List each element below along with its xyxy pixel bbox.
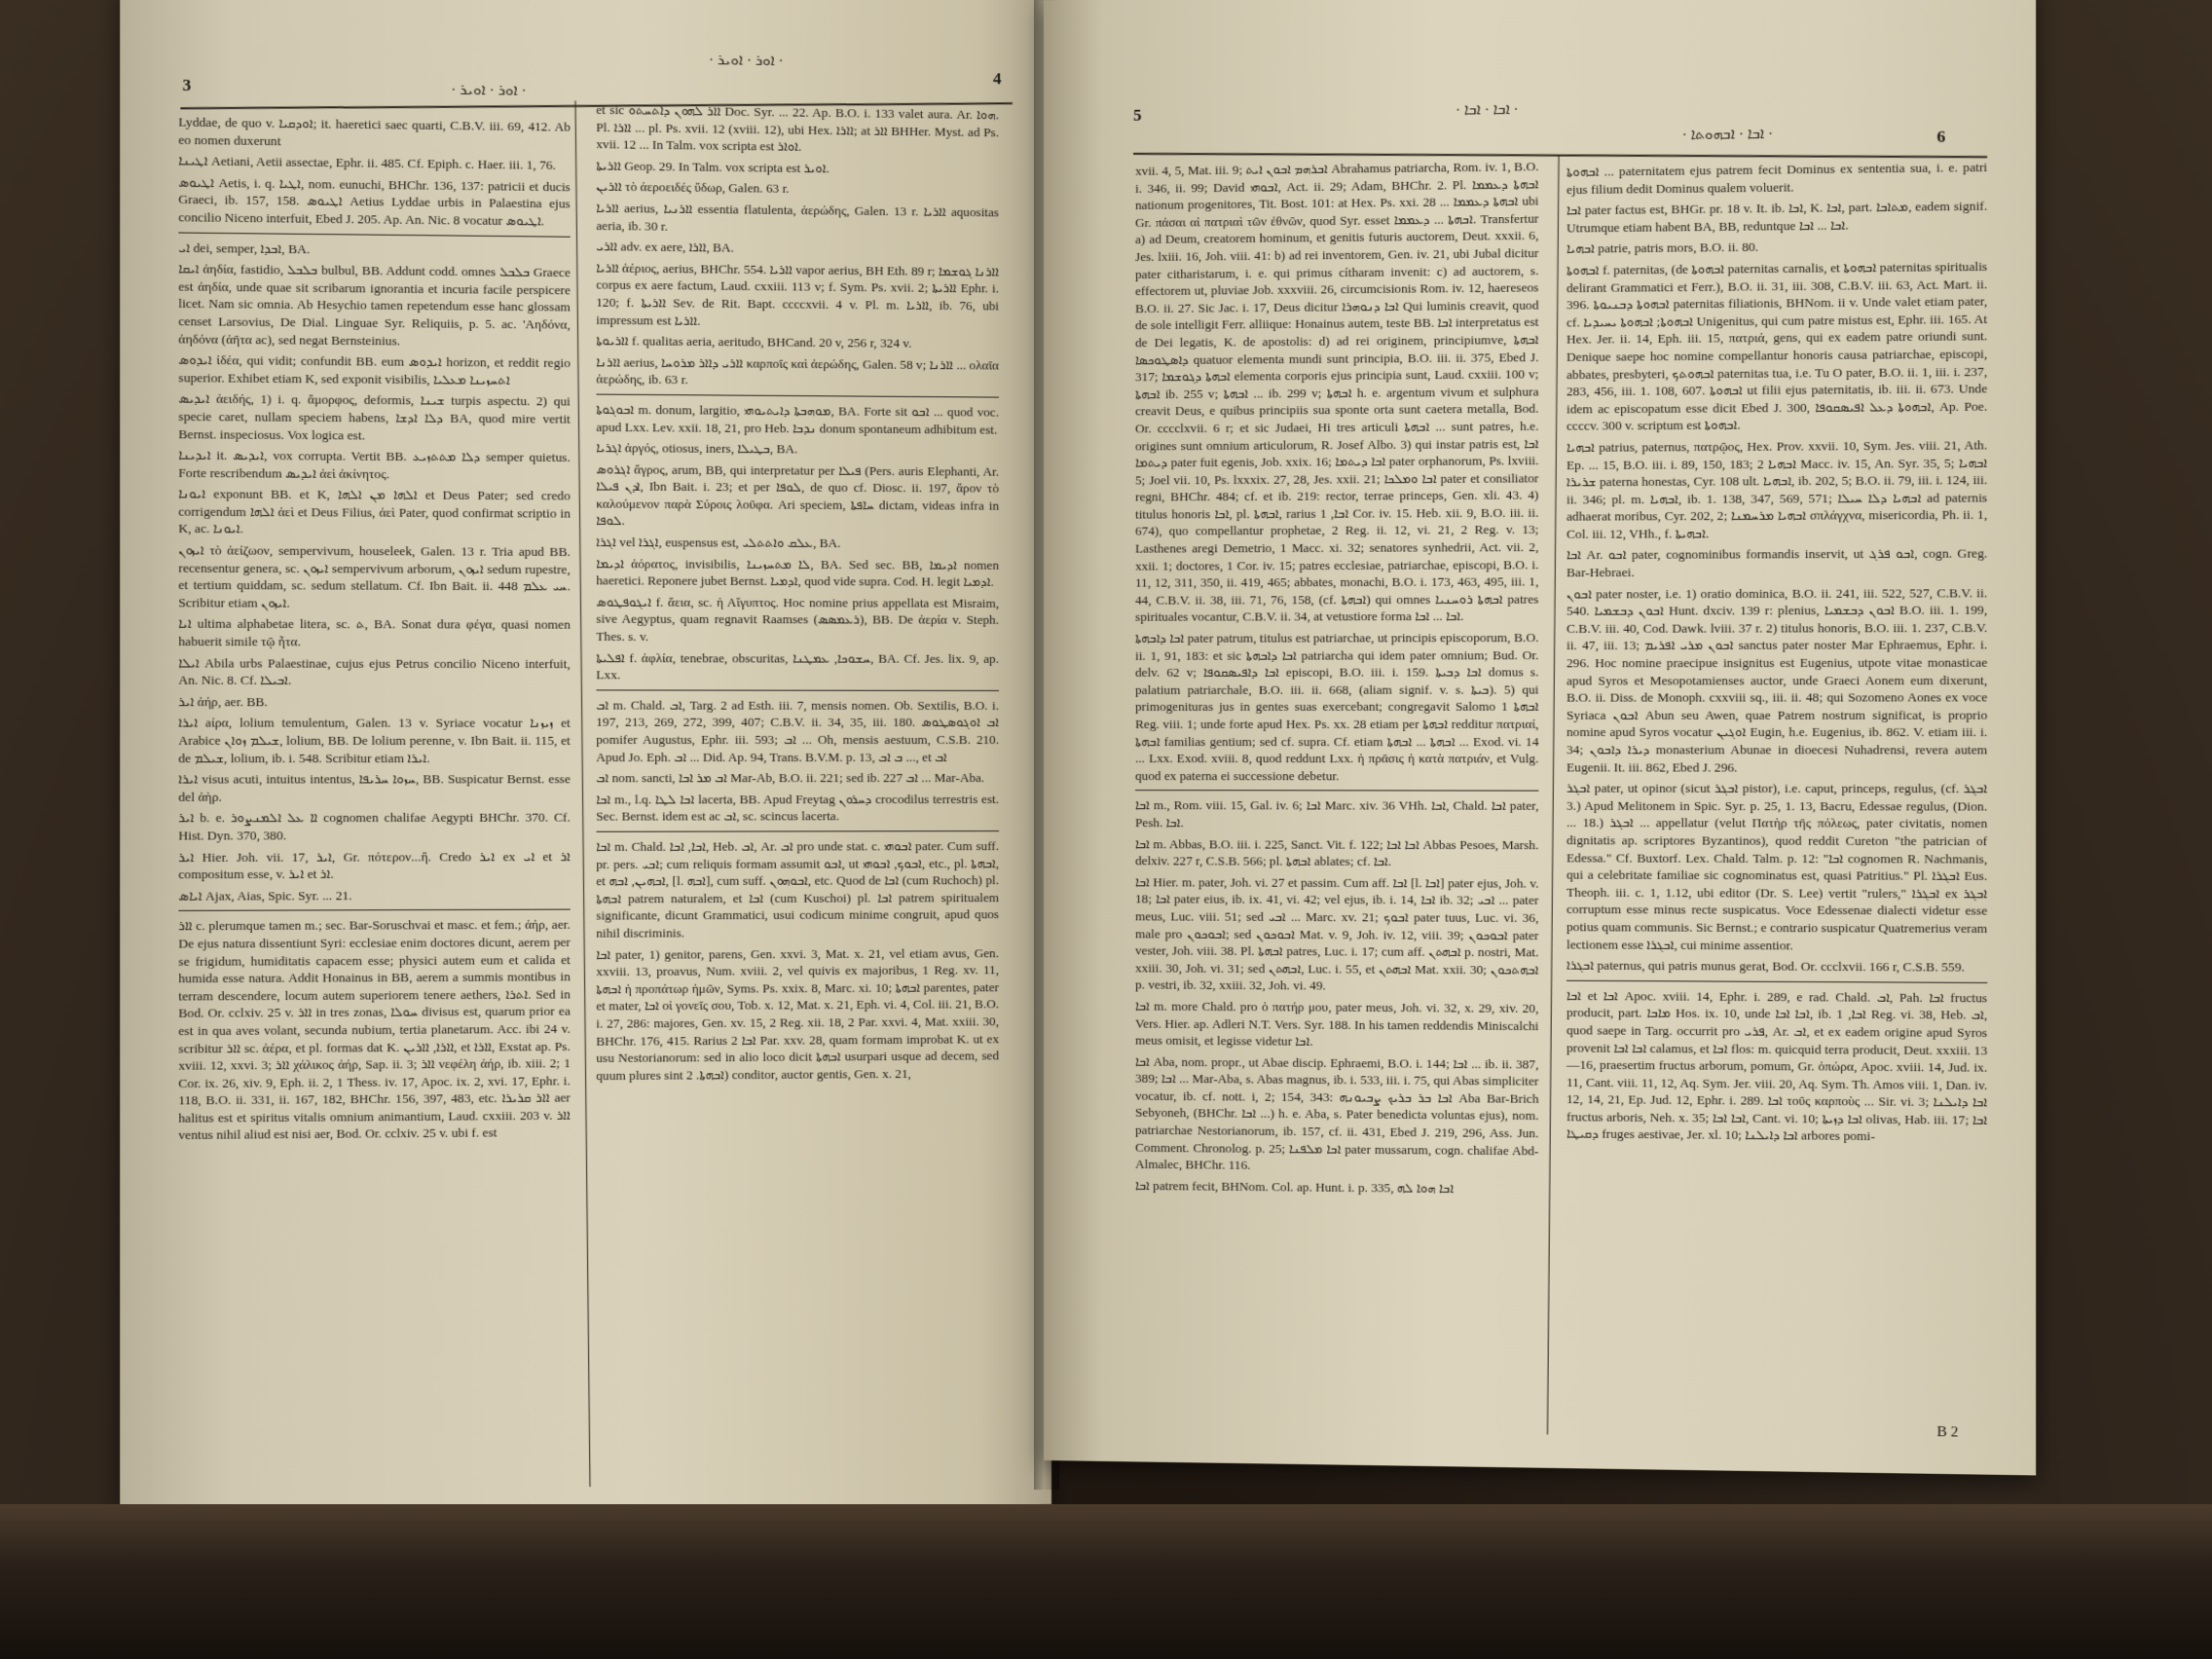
dictionary-entry: ܐܒܐ m., Rom. viii. 15, Gal. iv. 6; ܐܒܐ Marc. xiv. 36 VHh. ܐܒܐ, Chald. ܐܒܐ pater, Pesh. ܐܒܐ. <box>1135 797 1539 830</box>
dictionary-entry: ܐܒܘܓܘܬܐ m. donum, largitio, ܡܘܗܒܬܐ ܕܐܝܬܝܘܗܝ, BA. Forte sit ܐܒܘ ... quod voc. apud Lxx. Lev. xxii. 18, 21, pro Heb. ܢܕܒܐ donum spontaneum adhibitum est. <box>596 401 1000 437</box>
dictionary-entry: ܐܒܐ m. more Chald. pro ὁ πατήρ μου, pater meus, Joh. vi. 32, x. 29, xiv. 20, Vers. Hier. ap. Adleri N.T. Vers. Syr. 188. In his tamen reddendis Miniscalchi meus omisit, et legisse videtur ܐܒܐ. <box>1135 998 1539 1049</box>
right-page-column-1 <box>1135 158 1538 1201</box>
dictionary-entry: ܐܒ nom. sancti, ܐܒ ܡܪ ܐܒܐ Mar-Ab, B.O. ii. 221; sed ib. 227 ܐܒ ... Mar-Aba. <box>596 770 985 786</box>
running-head: · ܐܘܪ · ܐܘܝܪ · <box>708 52 784 70</box>
dictionary-entry: ܐܝܕܝܣ ἀειδής, 1) i. q. ἄμορφος, deformis, ܫܝܢܐ turpis aspectu. 2) qui specie caret, nullam speciem habens, ܕܠܐ ܐܕܫܐ BA, quod mire vertit Bernst. inspeciosus. Vox logica est. <box>178 390 571 443</box>
dictionary-entry: ܐܝܐܣ Ajax, Aias, Spic. Syr. ... 21. <box>178 887 352 903</box>
dictionary-entry: ܐܝܪܐ visus acuti, intuitus intentus, ܚܙܘܐ ܚܪܝܦܐ, BB. Suspicatur Bernst. esse del ἀὴρ. <box>178 771 571 804</box>
dictionary-entry: ܐܒܐ m., l.q. ܐܒܐ ܠܛܐ lacerta, BB. Apud Freytag ܕܚܪܘܢ crocodilus terrestris est. Sec. Bernst. idem est ac ܐܒ, sc. scincus lacerta. <box>596 791 1000 825</box>
dictionary-entry: ܐܒܐ m. Chald. ܐܒܐ, ܐܒܐ, Heb. ܐܒ, Ar. ܐܒ pro unde stat. c. ܐܒܘܗܝ pater. Cum suff. pr. pers. ܐܒܝ; cum reliquis formam assumit ܐܒܘ, ut ܐܒܘܟ, ܐܒܘܗܝ, etc., pl. ܐܒܗܬܐ, et ܐܒܗܝܢ, ܐܒܗ, [l. ܐܒܗ], cum suff. ܐܒܘܗܘܢ, etc. Quod de ܐܒܐ (cum Ruchoch) pl. ܐܒܗܬܐ patrem naturalem, et ܐܒܐ (cum Kuschoi) pl. ܐܒܐ patrem spiritualem significante, dicunt Grammatici, usui codicum minime congruit, apud quos nihil discriminis. <box>596 838 1000 940</box>
dictionary-entry: ܐܦܠܝܬܐ f. ἀφλία, tenebrae, obscuritas, ܚܫܘܟܐ, ܥܡܛܢܐ, BA. Cf. Jes. lix. 9, ap. Lxx. <box>596 649 1000 682</box>
dictionary-entry: ܐܐܪܢܐ aerius, ܐܐܪܝ ܕܐܐܪ ܡܪܘܚܐ καρποῖς καὶ ἀερώδης, Galen. 58 v; ܐܐܪܢܐ ... ολαῖα ἀερώδης, ib. 63 r. <box>596 353 999 387</box>
dictionary-entry: ܐܒܗܘܬܐ f. paternitas, (de ܐܒܗܘܬܐ paternitas carnalis, et ܐܒܗܘܬܐ paternitas spiritualis delirant Grammatici et Ferr.), B.O. ii. 31, iii. 308, C.B.V. iii. 63, Act. Mart. ii. 396. ܐܒܗܘܬܐ ܕܒܢܝܘܬܐ paternitas filiationis, BHNom. ii v. Unde valet etiam pater, cf. ܐܒܗܘܬܐ; ܐܒܗܘܬܐ ܝܚܝܕܝܐ Unigenitus, qui cum patre mistus est, Ephr. iii. 165. At Hex. Jer. ii. 14, Eph. iii. 15, πατριά, gens, qui ex eadem patre oriundi sunt. Denique saepe hoc nomine compellantur honoris causa patriarchae, episcopi, abbates, presbyteri, ܐܒܗܘܬܟ paternitas tua, i.e. Tu O pater, B.O. ii. 1, iii. i. 237, 283, 456, iii. 1. 108, 607. ܐܒܗܘܬܐ ut filii ejus paternitatis, ib. iii. ii. 673. Unde idem ac episcopatum esse dicit Ebed J. 300, ܐܒܗܘܬܐ ܕܥܠ ܐܦܝܣܩܘܦܐ, Ap. Poe. ccccv. 300 v. scriptum est ܐܒܗܘܬܐ. <box>1567 258 1988 434</box>
dictionary-entry: ܐܒܐ ܕܐܒܗܬܐ pater patrum, titulus est patriarchae, ut principis episcoporum, B.O. ii. 1, 91, 183: et sic ܐܒܐ ܕܐܒܗܬܐ patriarcha qui idem pater omnium; Bud. Or. delv. 62 v; ܐܒܐ ܕܐܦܝܣܩܘܦܐ episcopi, B.O. iii. i. 159. ܐܒܐ ܕܒܝܬܐ domus s. palatium patriarchale, B.O. iii. ii. 668, (aliam signif. v. s. ܒܝܬܐ). 5) qui primogenituras jus in gentes suas exercebant; congregavit Salomo ܐܒܗܬܐ 1 Reg. viii. 1; unde forte apud Hex. Ps. xx. 28 etiam per ܐܒܗܬܐ redditur πατριαί, ܐܒܗܬܐ familias gentium; sed cf. supra. Cf. etiam ܐܒܗܬܐ ... ܐܒܗܬܐ ... Exod. vi. 14 ... Lxx. Exod. xviii. 8, quod reddunt Lxx. ἡ πρᾶσις ἡ κατὰ πατριάν, et Vulg. quod ex paterna ei successione debetur. <box>1135 629 1539 784</box>
dictionary-entry: ܐܒܐ et ܐܒܐ Apoc. xviii. 14, Ephr. i. 289, e rad. Chald. ܐܒ, Pah. ܐܒܐ fructus producit, part. ܡܐܒܐ Hos. ix. 10, unde ܐܒܐ ܐܒܐ, ib. ܐܒܐ, 1 Reg. vi. 38, Heb. ܐܒ, quod saepe in Targ. occurrit pro ܦܪܝ, Ar. ܐܒ, et ex eadem origine apud Syros provenit ܐܒܐ ܐܒܐ calamus, et ܐܒܐ flos: m. quicquid terra producit, Deut. xxxiii. 13—16, praesertim fructus arborum, pomum, Gr. ὀπώρα, Apoc. xviii. 14, Jud. ix. 11, Cant. viii. 11, 12, Aq. Sym. Jer. viii. 20, Aq. Sym. Th. Amos viii. 1, Dan. iv. 12, 14, 21, Ep. Jud. 12, Ephr. i. 289. ܐܒܐ τοῦς καρποὺς ... Sir. vi. 3; ܐܒܐ ܕܐܝܠܢܐ fructus arboris, Neh. x. 35; ܐܒܐ ܐܒܐ, Cant. vi. 10; ܐܒܐ ܕܙܝܬܐ olivas, Hab. iii. 17; ܐܒܐ ܕܩܝܛܐ fruges aestivae, Jer. xl. 10; ܐܒܐ ܕܐܝܠܢܐ arbores pomi- <box>1567 987 1988 1144</box>
dictionary-entry: ܐܝ dei, semper, ܐܒܕܐ, BA. <box>178 240 311 256</box>
dictionary-entry: xvii. 4, 5, Mat. iii. 9; ܐܒܪܗܡ ܐܒܘܢ ܐܝܬ Abrahamus patriarcha, Rom. iv. 1, B.O. i. 346, ii. 99; David ܐܒܘܗܝ, Act. ii. 29; Adam, BHChr. 2. Pl. ܐܒܗܬܐ ܕܥܡܡܐ nationum progenitores, Tit. Bost. 101: at Hex. Ps. xxi. 28 ... ܐܒܗܬܐ ܕܥܡܡܐ ubi Gr. πάσαι αἱ πατριαὶ τῶν ἐθνῶν, quod Syr. esset ܐܒܗܬܐ ... ܕܥܡܡܐ. Transfertur a) ad Deum, creatorem hominum, et genitis futuris auctorem, Deut. xxxii. 6, Jes. lxiii. 16, Joh. viii. 41: b) ad rei inventorem, Gen. iv. 21, ubi Jubal dicitur pater citharistarum, i. e. qui primus cítharam invenit: c) ad auctorem, s. effectorem ut, pluviae Job. xxxviii. 26, circumcisionis Rom. iv. 12, haereseos B.O. ii. 27. Sic Jac. i. 17, Deus dicitur ܐܒܐ ܕܢܘܗܪܐ Qui luminis creavit, quod de sole intelligit Ferr. alliique: Honainus autem, teste BB. ܐܒܐ interpretatus est de Dei legatis, K. de apostolis: d) ad rei originem, principiumve, ܐܒܗܬܐ ܕܐܣܛܘܟܣܐ quatuor elementa mundi sunt principia, B.O. iii. ii. 375, Ebed J. 317; ܐܒܗܬܐ ܕܓܘܫܡܐ elementa corporis ejus principia sunt, Laud. cxxiii. 100 v; ܐܒܗܬܐ ib. 255 v; ܐܒܗܬܐ ... ib. 299 v; ܐܒܗܬܐ h. e. argentum vivum et sulphura creavit Deus, e quibus principiis sua sponte orta sunt caetera metalla, Bod. Or. cccclxvii. 6 r; et sic Judaei, Hi tres articuli ܐܒܗܬܐ ... sunt patres, h.e. origines sunt omnium articulorum, R. Josef Albo. 3) qui instar patris est, ܐܒܐ ܕܝܬܡܐ pater fuit egenis, Job. xxix. 16; ܐܒܐ ܕܝܬܡܐ pater orphanorum, Ps. lxviii. 5; Joel vii. 10, Ps. lxxxix. 27, 28, Jes. xxii. 21; ܐܒܐ ܘܡܠܟܐ pater et consiliator regni, BHChr. 484; cf. et ib. 219: rector, terrae princeps, Gen. xli. 43. 4) titulus honoris ܐܒܐ, pl. ܐܒܗܬܐ, rarius ܐܒܐ, 1 Cor. iv. 15. Heb. xii. 9, B.O. iii. ii. 674), quo compellantur prophetae, 2 Reg. ii. 12, vi. 21, 2 Reg. v. 13; Lasthenes aregi Demetrio, 1 Macc. xi. 32; senatores synhedrii, Act. vii. 2, xxii. 1; doctores, 1 Cor. iv. 15; patres ecclesiae, patriarchae, episcopi, B.O. i. 11, 12, 311, 350, ii. 419, 465; abbates, monachi, B.O. i. 173, 463, 495, iii. 1, 44, C.B.V. ii. 38, iii. 71, 76, 158, (cf. ܐܒܗܬܐ) qui omnes ܐܒܗܬܐ ܪܘܚܢܝܐ patres spirituales vocantur, C.B.V. ii. 34, at vetustiore forma ܐܒܐ ... ܐܒܐ. <box>1135 159 1539 625</box>
entry-divider <box>1135 790 1538 792</box>
right-page <box>1044 0 2036 1475</box>
left-page-column-2 <box>596 101 999 1088</box>
dictionary-entry: ܐܐܪܝܢ τὸ ἀεροειδές ὕδωρ, Galen. 63 r. <box>596 178 790 197</box>
header-rule <box>1133 153 1987 158</box>
dictionary-entry: ܐܒܐ Ar. ܐܒܘ pater, cognominibus formandis inservit, ut ܐܒܘ ܦܪܓ, cogn. Greg. Bar-Hebraei. <box>1567 545 1988 580</box>
column-rule <box>575 101 591 1488</box>
page-number: 3 <box>182 75 192 95</box>
right-page-column-2 <box>1567 159 1987 1151</box>
dictionary-entry: ܐܛܝܢܐ Aetiani, Aetii assectae, Ephr. ii. 485. Cf. Epiph. c. Haer. iii. 1, 76. <box>178 153 556 173</box>
dictionary-entry: ܐܓܪܝܐ ἀργός, otiosus, iners, ܒܛܝܠܐ, BA. <box>596 440 798 457</box>
page-number: 4 <box>993 69 1002 89</box>
dictionary-entry: ܐܝܪ Hier. Joh. vii. 17, ܐܝܪ, Gr. πότερον...ἢ. Credo ܐܝܪ ex ܐܝ et ܐܪ compositum esse, v. ܐܝܪ et ܐܪ. <box>178 848 571 882</box>
page-number: 5 <box>1133 105 1142 125</box>
dictionary-entry: ܐܝܪ ἀήρ, aer. BB. <box>178 693 268 710</box>
dictionary-entry: ܐܝܓܘܦܛܘܣ f. ἄεια, sc. ἡ Αἴγυπτος. Hoc nomine prius appellata est Misraim, sive Aegyptus, quam regnavit Raamses (ܪܥܡܣܣ), BB. De ἀερία v. Steph. Thes. s. v. <box>596 594 1000 645</box>
dictionary-entry: ܐܝܐ ultima alphabetae litera, sc. ܬ, BA. Sonat dura φέγα, quasi nomen habuerit simile τῷ ἦτα. <box>178 615 571 649</box>
dictionary-entry: et sic ܐܐܪ ܠܗܘܢ ܕܐܬܚܬܘ Doc. Syr. ... 22. Ap. B.O. i. 133 valet aura. Ar. ܗܘܐ. Pl. ܐܐܪܐ ... pl. Ps. xvii. 12 (xviii. 12), ubi Hex. ܐܐܪܐ; at ܐܐܪ BHHer. Myst. ad Ps. xvii. 12 ... In Talm. vox scripta est ܐܘܐܪ. <box>596 101 1000 155</box>
dictionary-entry: ܐܝܕܝܢܐ it. ܐܝܕܝܣ, vox corrupta. Vertit BB. ܕܠܐ ܡܬܬܙܝܥ semper quietus. Forte rescribendum ܐܝܕܝܣ ἀεὶ ἀκίνητος. <box>178 447 571 481</box>
running-head: · ܐܘܪ · ܐܘܝܪ · <box>451 82 527 99</box>
dictionary-entry: ܐܝܪܐ aίρα, lolium temulentum, Galen. 13 v. Syriace vocatur ܙܝܙܢܐ et Arabice ܫܝܠܡ ܙܘܐܢ, lolium, BB. De lolium perenne, v. Ibn Bait. ii. 115, et de ܫܝܠܡ, lolium, ib. i. 548. Scribitur etiam ܐܝܪܐ. <box>178 715 571 765</box>
entry-divider <box>596 689 999 691</box>
dictionary-entry: ܐܒܗܘܬܐ ... paternitatem ejus patrem fecit Dominus ex sententia sua, i. e. patri ejus filium dedit Dominus qualem voluerit. <box>1567 159 1988 197</box>
dictionary-entry: ܐܒ m. Chald. ܐܒ, Targ. 2 ad Esth. iii. 7, mensis nomen. Ob. Sextilis, B.O. i. 197, 213, 269, 272, 399, 407; C.B.V. ii. 34, 35, iii. 180. ܐܒ ܐܘܓܘܣܛܘܣ pomifer Augustus, Ephr. iii. 593; ܐܒ ... Oh, mensis aestuum, C.S.B. 210. Apud Jo. Eph. ܐܒ ... Did. Ap. 94, Trans. B.V.M. p. 13, ܒ ܐܒ ..., et ܐܒ <box>596 697 1000 764</box>
dictionary-entry: ܐܝܙܘܢ τὸ ἀείζωον, sempervivum, houseleek, Galen. 13 r. Tria apud BB. recensentur genera, sc. ܐܝܙܘܢ sempervivum arborum, ܐܝܙܘܢ sedum rupestre, et tertium quiddam, sc. sedum stellatum. Cf. Ibn Bait. ii. 448 ܚܝ ܥܠܡ. Scribitur etiam ܐܝܙܘܢ. <box>178 542 571 610</box>
entry-divider <box>1567 979 1987 982</box>
dictionary-entry: ܐܒܐ m. Abbas, B.O. iii. i. 225, Sanct. Vit. f. 122; ܐܒܐ ܐܒܐ Abbas Pesoes, Marsh. delxiv. 227 r, C.S.B. 566; pl. ܐܒܗܬܐ ablates; cf. ܐܒܐ. <box>1135 835 1539 869</box>
dictionary-entry: ܐܒܘܢ pater noster, i.e. 1) oratio dominica, B.O. ii. 241, iii. 522, 527, C.B.V. ii. 540. ܐܒܘܢ ܕܒܫܡܝܐ Hunt. dxciv. 139 r: plenius, ܐܒܘܢ ܕܒܫܡܝܐ B.O. iii. 1. 199, C.B.V. iii. 40, Cod. Dawk. lviii. 37 r. 2) titulus honoris, B.O. iii. 1. 237, C.B.V. ii. 47, iii. 13; ܐܒܘܢ ܡܪܝ ܐܦܪܝܡ sanctus pater noster Mar Ephraemus, Ephr. i. 296. Hoc nomine praecipue insignitus est Eugenius, utpote vitae monasticae apud Syros et Mesopotamienses auctor, unde Graeci Aonem eum dixerunt, B.O. ii. Diss. de Monoph. cxxviii sq., iii. ii. 48; qui Sozomeno Aones ex voce Syriaca ܐܒܘܢ Abun seu Awen, quae Patrem nostrum significat, is proprio nomine apud Syros vocatur ܐܘܓܝܢ Eugin, h.e. Eugenius, ib. 862. V. etiam iii. i. 34; ܕܝܪܐ ܕܐܒܘܢ monasterium Abunae in dioecesi Nuhadrensi, revera autem Eugenii. It. iii. 862, Ebed J. 296. <box>1567 584 1988 775</box>
left-page <box>120 0 1051 1519</box>
dictionary-entry: ܐܕܝܡܐ ἀόρατος, invisibilis, ܠܐ ܡܬܚܙܝܢܐ, BA. Sed sec. BB, ܐܕܝܡܐ nomen haeretici. Reponere jubet Bernst. ܐܕܡܝܐ, quod vide supra. Cod. H. legit ܐܕܡܝܐ. <box>596 555 1000 590</box>
page-number: 6 <box>1936 127 1946 147</box>
dictionary-entry: ܐܛܝܘܣ Aetis, i. q. ܐܛܝܐ, nom. eunuchi, BHChr. 136, 137: patricii et ducis Graeci, ib. 157, 158. ܐܛܝܘܣ Aetius Lyddae urbis in Palaestina ejus concilio Niceno interfuit, Ebed J. 205. Ap. An. Nic. 8 vocatur ܐܛܝܘܣ. <box>178 174 571 229</box>
dictionary-entry: ܐܒܐ Hier. m. pater, Joh. vi. 27 et passim. Cum aff. ܐܒܐ [l. ܐܒܐ] pater ejus, Joh. v. 18; ܐܒܐ pater eius, ib. ix. 41, vi. 42; vel ejus, ib. i. 14, ܐܒܐ ib. 32; ܐܒܝ ... pater meus, Luc. viii. 51; sed ܐܒܝ ... Marc. xv. 21; ܐܒܘܟ pater tuus, Luc. vi. 36, male pro ܐܒܘܟܘܢ; sed ܐܒܘܟܘܢ Mat. v. 9, Joh. iv. 12, viii. 39; ܐܒܘܟܘܢ pater vester, Joh. viii. 38. Pl. ܐܒܗܬܐ patres, Luc. i. 17; cum aff. ܐܒܗܬܢ p. nostri, Mat. xxiii. 30, Joh. vi. 31; sed ܐܒܗܬܢ, Luc. i. 55, et ܐܒܗܬܢ Mat. xxii. 30; ܐܒܗܬܟܘܢ p. vestri, ib. 32, xxiii. 32, Joh. vi. 49. <box>1135 874 1539 993</box>
dictionary-entry: ܐܒܗܝܐ patrie, patris mors, B.O. ii. 80. <box>1567 240 1759 257</box>
dictionary-entry: ܐܒܐ pater, 1) genitor, parens, Gen. xxvi. 3, Mat. x. 21, vel etiam avus, Gen. xxviii. 13, proavus, Num. xviii. 2, vel quivis ex majoribus, 1 Reg. xv. 11, ܐܒܗܬܐ ἡ προπάτωρ ἡμῶν, Syms. Ps. xxix. 8, Marc. xi. 10; ܐܒܗܬܐ parentes, pater et mater, ܐܒܐ οἱ γονεῖς σου, Tob. x. 12, Mat. x. 21, Eph. vi. 4, Col. iii. 21, B.O. i. 27, 286: majores, Gen. xv. 15, 2 Reg. xii. 18, 2 Par. xxvi. 4, Mat. xxiii. 30, BHChr. 176, 415. Rarius ܐܒܐ 2 Par. xxv. 28, quam formam improbat K. ut ex usu Nestorianorum: sed in alio loco dicit ܐܒܗܬܐ usurpari usque ad decem, sed quum plures sint ܐܒܗܬܐ. 2) conditor, auctor gentis, Gen. x. 21, <box>596 944 1000 1083</box>
dictionary-entry: ܐܝܕܘܣ ἰδέα, qui vidit; confundit BB. eum ܐܝܕܘܣ horizon, et reddit regio superior. Exhibet etiam K, sed exponit visibilis, ܐܬܚܙܝܢܐ ܡܥܠܝܐ <box>178 351 571 387</box>
dictionary-entry: ܐܒܐ patrem fecit, BHNom. Col. ap. Hunt. i. p. 335, ܐܒܐ ܗܘܐ ܠܗ <box>1135 1177 1455 1196</box>
dictionary-entry: ܐܝܩܐ ἀηδία, fastidio, ܒܠܒܠ bulbul, BB. Addunt codd. omnes ܒܠܒܠ Graece est ἀηδία, unde quae sit scribarum ignorantia et incuria facile perspicere licet. Nam sic omnia. Ab Hesychio tamen repetendum esse hanc glossam censet Larsovius, De Dial. Linguae Syr. Reliquiis, p. 5. ac. 'Αηδόνα, ἀηδόνα (ἀῆτα ac), sed negat Bernsteinius. <box>178 261 571 349</box>
dictionary-entry: ܐܒܐ Aba, nom. propr., ut Abae discip. Ephraemi, B.O. i. 144; ܐܒܐ ... ib. ii. 387, 389; ܐܒܐ ... Mar-Aba, s. Abas magnus, ib. i. 533, iii. i. 75, qui Abas simpliciter vocatur, ib. cf. nott. i, 2; 154, 343: ܐܒܐ ܒܪ ܒܪܝܟ ܨܒܝܘܢܗ Aba Bar-Brich Sebyoneh, (BHChr. ܐܒܐ ...) h. e. Aba, s. Pater benedicta voluntas ejus), nom. patriarchae Nestorianorum, ib. 157, cf. ii. 431, Ebed J. 219, 296, Ass. Jun. Comment. Chronolog. p. 25; ܐܒܐ ܡܠܦܢܐ pater mussarum, cogn. chalifae Abd-Almalec, BHChr. 116. <box>1135 1053 1539 1173</box>
dictionary-entry: ܐܒܓܪ pater, ut opinor (sicut ܐܒܓܪ pistor), i.e. caput, princeps, regulus, (cf. ܐܒܓܪ 3.) Apud Melitonem in Spic. Syr. p. 25, 1. 13, Bacru, Edessae regulus, (Dion. ... 18.) ܐܒܓܪ ... appellatur (velut Πατὴρ τῆς πόλεως, pater civitatis, nomen dignitatis ap. scriptores Byzantinos), quod reddit Cureton "the patrician of Edessa." Cf. Buxtorf. Lex. Chald. Talm. p. 12: "ܐܒܐ cognomen R. Nachmanis, qui a celebritate familiae sic cognominatus est, quasi Patritius." Pl. ܐܒܓܪܐ Eus. Theoph. iii. c. 1, 1.12, ubi editor (Dr. S. Lee) vertit "rulers," ܐܒܓܪܐ ex ܐܒܓܪ corruptum esse minus recte suspicatus. Voce Edessenae dialecti videtur esse potius quam communis. Sic Bernst.; e contrario suspicatur Quatremerius veram lectionem esse ܐܒܓܪܐ, cui minime assentior. <box>1567 780 1988 953</box>
dictionary-entry: ܐܝܪ b. e. ܐܐ ܥܠ ܐܠܡܢܨܘܪ cognomen chalifae Aegypti BHChr. 370. Cf. Hist. Dyn. 370, 380. <box>178 809 571 843</box>
left-page-column-1 <box>178 113 571 1148</box>
entry-divider <box>596 393 999 397</box>
dictionary-entry: ܐܐܪܝܘܬܐ f. qualitas aeria, aeritudo, BHCand. 20 v, 256 r, 324 v. <box>596 333 912 350</box>
entry-divider <box>178 232 571 237</box>
dictionary-entry: ܐܝܠܐ Abila urbs Palaestinae, cujus ejus Petrus concilio Niceno interfuit, An. Nic. 8. Cf. ܐܒܝܠܐ. <box>178 654 571 688</box>
column-rule <box>1547 156 1560 1435</box>
dictionary-entry: ܐܒܐ pater factus est, BHGr. pr. 18 v. It. ib. ܐܒܐ, K. ܐܒܐ, part. ܡܬܐܒܐ, eadem signif. Utrumque etiam habent BA, BB, reduntque ܐܒܐ ... ܐܒܐ. <box>1567 198 1988 236</box>
running-head: · ܐܒܐ · ܐܒܐ · <box>1456 101 1519 119</box>
dictionary-entry: ܐܓܪܘܣ ἄγρος, arum, BB, qui interpretatur per ܦܝܠܐ (Pers. auris Elephanti, Ar. ܐܕܢ ܦܝܠܐ, Ibn Bait. i. 23; et per ܠܘܦܐ, de quo cf. Diosc. ii. 197, ἄρον τὸ καλούμενον παρὰ Σύροις λοῦφα. Ari speciem, ܚܐܦܬܐ dictam, videas infra in ܠܘܦܐ. <box>596 461 1000 529</box>
dictionary-entry: ܐܓܪܐ vel ܐܓܪܐ, euspensus est, ܥܠܩ ܘܐܬܬܠܝ, BA. <box>596 534 841 551</box>
running-head: · ܐܒܐ · ܐܒܗܘܬܐ · <box>1681 126 1774 144</box>
entry-divider <box>178 909 571 911</box>
signature-mark: B 2 <box>1936 1423 1959 1441</box>
background-surface <box>0 1504 2212 1659</box>
dictionary-entry: ܐܒܓܪܐ paternus, qui patris munus gerat, Bod. Or. ccclxvii. 166 r, C.S.B. 559. <box>1567 957 1966 975</box>
dictionary-entry: ܐܝܘܢܐ exponunt BB. et K, ܐܠܗܐ ܡܢ ܐܠܗܐ et Deus Pater; sed credo corrigendum ܐܠܗܐ ἀεὶ et Deus Filius, ἀεὶ Pater, quod confirmat scriptio in K, ac. ܐܝܘܢܐ. <box>178 486 571 536</box>
dictionary-entry: ܐܐܪܝܐ aerius, ܐܐܪܢܝܐ essentia flatulenta, ἀερώδης, Galen. 13 r. ܐܐܪܝܐ aquositas aeria, ib. 30 r. <box>596 200 999 234</box>
dictionary-entry: Lyddae, de quo v. ܐܘܕܩܝܐ; it. haeretici saec quarti, C.B.V. iii. 69, 412. Ab eo nomen duxerunt <box>178 114 571 148</box>
dictionary-entry: ܐܐܪܝ adv. ex aere, ܐܐܪܐ, BA. <box>596 239 734 255</box>
dictionary-entry: ܐܐܪ c. plerumque tamen m.; sec. Bar-Soruschvai et masc. et fem.; ἀήρ, aer. De ejus natura dissentiunt Syri: ecclesiae enim doctores dicunt, aerem per se frigidum, humiditatis capacem esse; physici autem eum et calida et humida esse natura. Addit Honainus in BB, aerem a summis montibus in terram descendere, locum autem superiorem tenere aethers, ܐܬܪܐ. Sed in Bod. Or. cclxiv. 25 v. ܐܐܪ in tres zonas, ܚܘܠܐ divisus est, quarum prior ea est in qua aves volant, secunda nubium, tertia planetarum. Acc. ibi 24 v. scribitur ܐܐܪ sc. ἀέρα, et pl. formas dat K. ܐܐܪܐ, ܐܐܪܝܢ, et ܐܐܪܐ, Exstat ap. Ps. xviii. 12, xxvi. 3; ܐܐܪ χάλικος ἀήρ, Sap. ii. 3; ܐܐܪ νεφέλη ἀήρ, ib. xiii. 2; 1 Cor. ix. 26, xiv. 9, Eph. ii. 2, 1 Thess. iv. 17, Apoc. ix. 2, xvi. 17, Ephr. i. 118, B.O. ii. 331, ii. 167, 182, BHChr. 156, 397, 483, etc. ܐܐܪ ܩܪܝܪܐ aer halitus est et spiritus vitalis omnium animantium, Laud. cxxiii. 203 v. ܐܐܪ ventus nihil aliud est nisi aer, Bod. Or. cclxiv. 25 v. ubi f. est <box>178 917 571 1143</box>
dictionary-entry: ܐܐܪܝܬܐ Geop. 29. In Talm. vox scripta est ܐܘܝܪ. <box>596 158 830 176</box>
dictionary-entry: ܐܒܗܝܐ patrius, paternus, πατρῷος, Hex. Prov. xxvii. 10, Sym. Jes. viii. 21, Ath. Ep. ... 15, B.O. iii. i. 89, 150, 183; ܐܒܗܝܐ 2 Macc. iv. 15, An. Syr. 35, 5; ܐܒܗܝܐ ܫܪܝܪܐ paterna honestas, Cyr. 108 ult. ܐܒܗܝܐ, ib. 202, 5; B.O. ii. 79, iii. i. 124, iii. ii. 346; pl. m. ܐܒܗܝܐ, ib. 1. 138, 347, 569, 571; ܐܒܗܝܐ ܕܠܐ ܚܝܠܐ ad paternis adhaerat moribus, Cyr. 202, 2; ܐܒܗܝܐ ܡܪܚܡܢܐ σπλάγχνα, misericordia, Ph. ii. 1, Col. iii. 12, VHh., f. ܐܒܗܝܬܐ. <box>1567 437 1988 541</box>
entry-divider <box>596 830 999 832</box>
dictionary-entry: ܐܐܪܝܐ ἀέριος, aerius, BHChr. 554. ܐܐܪܝܐ vapor aerius, BH Eth. 89 r; ܐܐܪܢܐ ܓܘܫܡܐ corpus ex aere factum, Laud. cxxiii. 113 v; f. Sym. Ps. xvii. 2; ܐܐܪܝܬܐ Ephr. i. 120; f. ܐܐܪܝܬܐ Sev. de Rit. Bapt. ccccxvii. 4 v. Pl. m. ܐܐܪܝܐ, ib. 76, ubi impressum est ܐܐܪܝܐ. <box>596 260 1000 328</box>
